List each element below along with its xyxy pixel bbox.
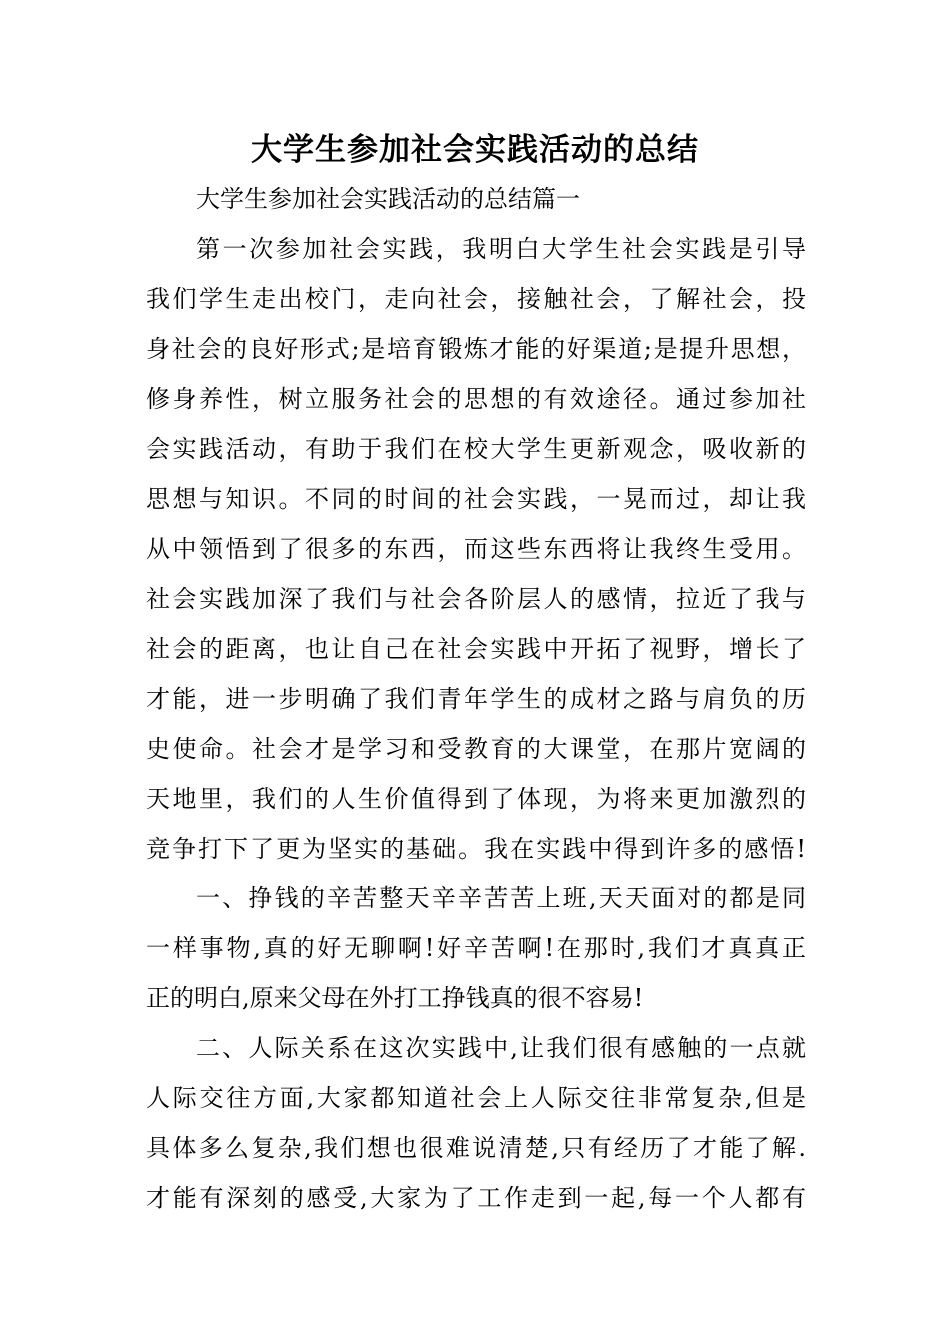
text-line: 一样事物,真的好无聊啊!好辛苦啊!在那时,我们才真真正 — [146, 934, 806, 962]
text-line: 会实践活动，有助于我们在校大学生更新观念，吸收新的 — [146, 435, 806, 463]
text-line: 二、人际关系在这次实践中,让我们很有感触的一点就 — [196, 1034, 806, 1062]
text-line: 正的明白,原来父母在外打工挣钱真的很不容易! — [146, 984, 644, 1012]
text-line: 从中领悟到了很多的东西，而这些东西将让我终生受用。 — [146, 535, 806, 563]
text-line: 才能有深刻的感受,大家为了工作走到一起,每一个人都有 — [146, 1184, 806, 1212]
text-line: 身社会的良好形式;是培育锻炼才能的好渠道;是提升思想， — [146, 335, 806, 363]
text-line: 我们学生走出校门，走向社会，接触社会，了解社会，投 — [146, 285, 806, 313]
text-line: 第一次参加社会实践，我明白大学生社会实践是引导 — [196, 235, 806, 263]
document-title: 大学生参加社会实践活动的总结 — [251, 132, 699, 168]
text-line: 修身养性，树立服务社会的思想的有效途径。通过参加社 — [146, 385, 806, 413]
text-line: 天地里，我们的人生价值得到了体现，为将来更加激烈的 — [146, 785, 806, 813]
text-line: 一、挣钱的辛苦整天辛辛苦苦上班,天天面对的都是同 — [196, 884, 806, 912]
text-line: 具体多么复杂,我们想也很难说清楚,只有经历了才能了解. — [146, 1134, 806, 1162]
text-line: 社会的距离，也让自己在社会实践中开拓了视野，增长了 — [146, 635, 806, 663]
text-line: 思想与知识。不同的时间的社会实践，一晃而过，却让我 — [146, 485, 806, 513]
text-line: 竞争打下了更为坚实的基础。我在实践中得到许多的感悟! — [146, 835, 806, 863]
section-heading: 大学生参加社会实践活动的总结篇一 — [196, 185, 580, 213]
text-line: 社会实践加深了我们与社会各阶层人的感情，拉近了我与 — [146, 585, 806, 613]
text-line: 才能，进一步明确了我们青年学生的成材之路与肩负的历 — [146, 685, 806, 713]
text-line: 史使命。社会才是学习和受教育的大课堂，在那片宽阔的 — [146, 735, 806, 763]
text-line: 人际交往方面,大家都知道社会上人际交往非常复杂,但是 — [146, 1084, 806, 1112]
